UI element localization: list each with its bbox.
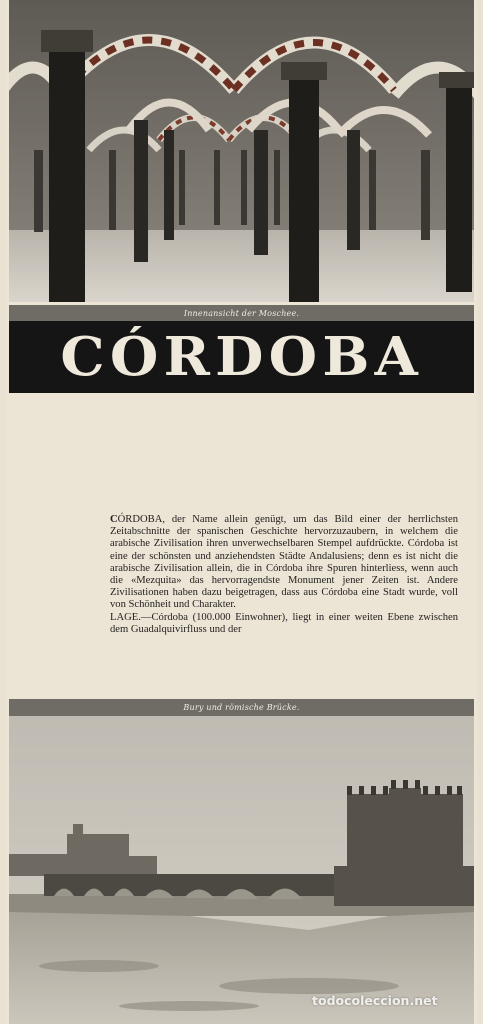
bridge-caption-bar	[9, 699, 474, 716]
location-paragraph: LAGE.—Córdoba (100.000 Einwohner), liegt in einer weiten Ebene zwischen dem Guadalquivirfluss und der	[110, 611, 458, 635]
bridge-image	[9, 716, 474, 1024]
intro-text	[110, 514, 458, 636]
watermark-text: todocoleccion.net	[312, 993, 438, 1008]
intro-paragraph	[110, 514, 458, 612]
bridge-photo	[9, 716, 474, 1024]
bridge-caption: Bury und römische Brücke.	[183, 703, 300, 712]
page-title: CÓRDOBA	[60, 326, 423, 388]
mosque-caption-bar	[9, 305, 474, 322]
brochure-page	[6, 0, 477, 1024]
mosque-caption: Innenansicht der Moschee.	[183, 309, 300, 318]
dropcap-letter: C	[110, 514, 118, 525]
mosque-interior-image	[9, 0, 474, 302]
intro-paragraph-text: ÓRDOBA, der Name allein genügt, um das Bild einer der herrlichsten Zeitabschnitte der spanischen Geschichte hervorzuzaubern, in welchem die arabische Zivilisation ihren unverwechselbaren Stempel aufdrückte. Córdoba ist eine der schönsten und anziehendsten Städte Andalusiens; denn es ist nicht die arabische Zivilisation allein, die in Córdoba ihre Spuren hinterliess, wenn auch die «Mezquita» das hervorragendste Monument jener Zeiten ist. Andere Zivilisationen haben dazu beigetragen, dass aus Córdoba eine Stadt wurde, voll von Schönheit und Charakter.	[110, 514, 458, 611]
mosque-interior-photo	[9, 0, 474, 302]
title-band	[9, 321, 474, 393]
